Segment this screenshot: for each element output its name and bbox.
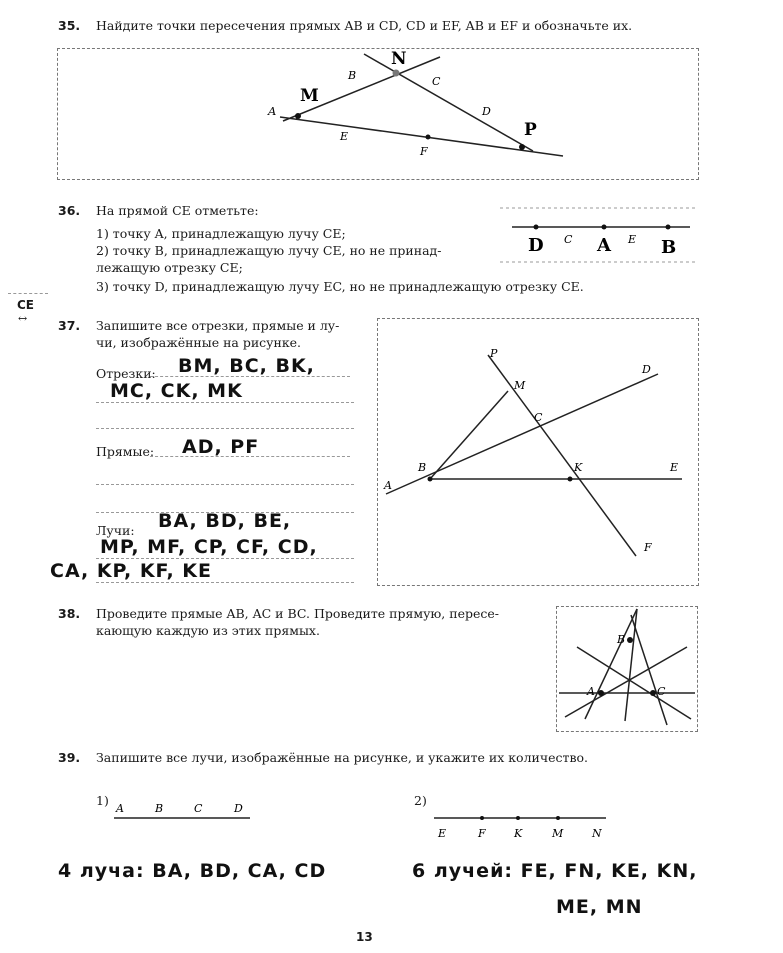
fig2 xyxy=(430,810,620,846)
line-cd xyxy=(364,54,533,151)
problem-36-item-3: 3) точку D, принадлежащую лучу EC, но не принадлежащую отрезку CE. xyxy=(96,279,584,294)
problem-36-item-2: 2) точку B, принадлежащую лучу CE, но не принад- xyxy=(96,243,442,258)
label-c: C xyxy=(657,685,666,698)
fig1 xyxy=(110,798,260,828)
point-c xyxy=(650,690,656,696)
segments-answer-2: MC, CK, MK xyxy=(110,380,243,402)
label-k: K xyxy=(574,461,583,474)
extra-line-3 xyxy=(625,609,637,721)
fig2-number: 2) xyxy=(414,793,427,808)
problem-39-number: 39. xyxy=(58,750,81,765)
segment-bm xyxy=(430,391,508,479)
problem-38-text-2: кающую каждую из этих прямых. xyxy=(96,623,320,638)
label-b: B xyxy=(617,633,626,646)
problem-37-text-1: Запишите все отрезки, прямые и лу- xyxy=(96,318,340,333)
problem-39-text: Запишите все лучи, изображённые на рисунке, и укажите их количество. xyxy=(96,750,588,765)
fig2-point-n: N xyxy=(592,827,602,840)
problem-35-figure-box xyxy=(57,48,699,180)
problem-37-figure-box xyxy=(377,318,699,586)
fig2-point-f: F xyxy=(478,827,486,840)
line-ab xyxy=(585,609,637,719)
point-a xyxy=(598,690,604,696)
segments-answer-1: BM, BC, BK, xyxy=(178,355,315,377)
hand-label-p: P xyxy=(524,120,537,140)
problem-36-item-2b: лежащую отрезку CE; xyxy=(96,260,243,275)
fig1-point-a: A xyxy=(116,802,124,815)
problem-35-text: Найдите точки пересечения прямых AB и CD, CD и EF, AB и EF и обозначьте их. xyxy=(96,18,633,33)
margin-note-ce: CE xyxy=(17,298,35,312)
point-p xyxy=(519,144,525,150)
problem-38-text-1: Проведите прямые AB, AC и BC. Проведите прямую, пересе- xyxy=(96,606,500,621)
answer-39-2b: ME, MN xyxy=(556,896,643,918)
lines-label: Прямые: xyxy=(96,444,155,459)
label-m: M xyxy=(514,379,526,392)
problem-38-figure xyxy=(557,607,697,731)
fig1-number: 1) xyxy=(96,793,109,808)
problem-36-number: 36. xyxy=(58,203,81,218)
problem-36-figure xyxy=(500,200,698,266)
label-b: B xyxy=(348,69,357,82)
fig2-point-m: M xyxy=(552,827,564,840)
label-a: A xyxy=(384,479,392,492)
point-d xyxy=(534,225,539,230)
problem-36-item-1: 1) точку A, принадлежащую лучу CE; xyxy=(96,226,346,241)
extra-line-2 xyxy=(577,647,691,719)
point-k xyxy=(568,477,573,482)
answer-39-2a: 6 лучей: FE, FN, KE, KN, xyxy=(412,860,698,882)
label-f: F xyxy=(420,145,428,158)
point-b xyxy=(666,225,671,230)
label-e: E xyxy=(670,461,679,474)
hand-label-b: B xyxy=(661,237,677,258)
problem-36-intro: На прямой CE отметьте: xyxy=(96,203,259,218)
problem-35-number: 35. xyxy=(58,18,81,33)
point-a xyxy=(602,225,607,230)
line-pf xyxy=(488,355,636,556)
label-f: F xyxy=(644,541,652,554)
line-bc xyxy=(631,615,667,725)
lines-answer: AD, PF xyxy=(182,436,260,458)
label-d: D xyxy=(642,363,651,376)
point-n xyxy=(393,70,400,77)
label-a: A xyxy=(587,685,595,698)
problem-35-figure xyxy=(58,49,698,179)
problem-37-figure xyxy=(378,319,698,585)
label-d: D xyxy=(482,105,491,118)
label-e: E xyxy=(628,233,637,246)
label-c: C xyxy=(534,411,543,424)
hand-label-d: D xyxy=(528,235,544,256)
fig1-point-c: C xyxy=(194,802,203,815)
rays-answer-2: MP, MF, CP, CF, CD, xyxy=(100,536,318,558)
point-a xyxy=(295,113,301,119)
problem-38-number: 38. xyxy=(58,606,81,621)
page-number: 13 xyxy=(356,930,373,944)
point-b xyxy=(428,477,433,482)
point-f xyxy=(426,135,431,140)
fig2-point-e: E xyxy=(438,827,447,840)
line-ad xyxy=(386,374,658,494)
fig2-point-k: K xyxy=(514,827,523,840)
rays-answer-3: CA, KP, KF, KE xyxy=(50,560,213,582)
problem-37-number: 37. xyxy=(58,318,81,333)
label-c: C xyxy=(432,75,441,88)
rays-label: Лучи: xyxy=(96,523,135,538)
answer-39-1: 4 луча: BA, BD, CA, CD xyxy=(58,860,327,882)
segments-label: Отрезки: xyxy=(96,366,156,381)
hand-label-a: A xyxy=(597,235,611,256)
margin-arrow-icon: ↔ xyxy=(18,312,28,325)
fig1-point-b: B xyxy=(155,802,164,815)
fig1-point-d: D xyxy=(234,802,243,815)
problem-38-figure-box xyxy=(556,606,698,732)
label-e: E xyxy=(340,130,349,143)
label-c: C xyxy=(564,233,573,246)
label-b: B xyxy=(418,461,427,474)
point-b xyxy=(627,637,633,643)
problem-36-figure-box xyxy=(500,200,698,266)
hand-label-m: M xyxy=(300,86,319,106)
label-p: P xyxy=(490,347,498,360)
hand-label-n: N xyxy=(391,49,407,69)
rays-answer-1: BA, BD, BE, xyxy=(158,510,292,532)
problem-37-text-2: чи, изображённые на рисунке. xyxy=(96,335,302,350)
label-a: A xyxy=(268,104,277,118)
